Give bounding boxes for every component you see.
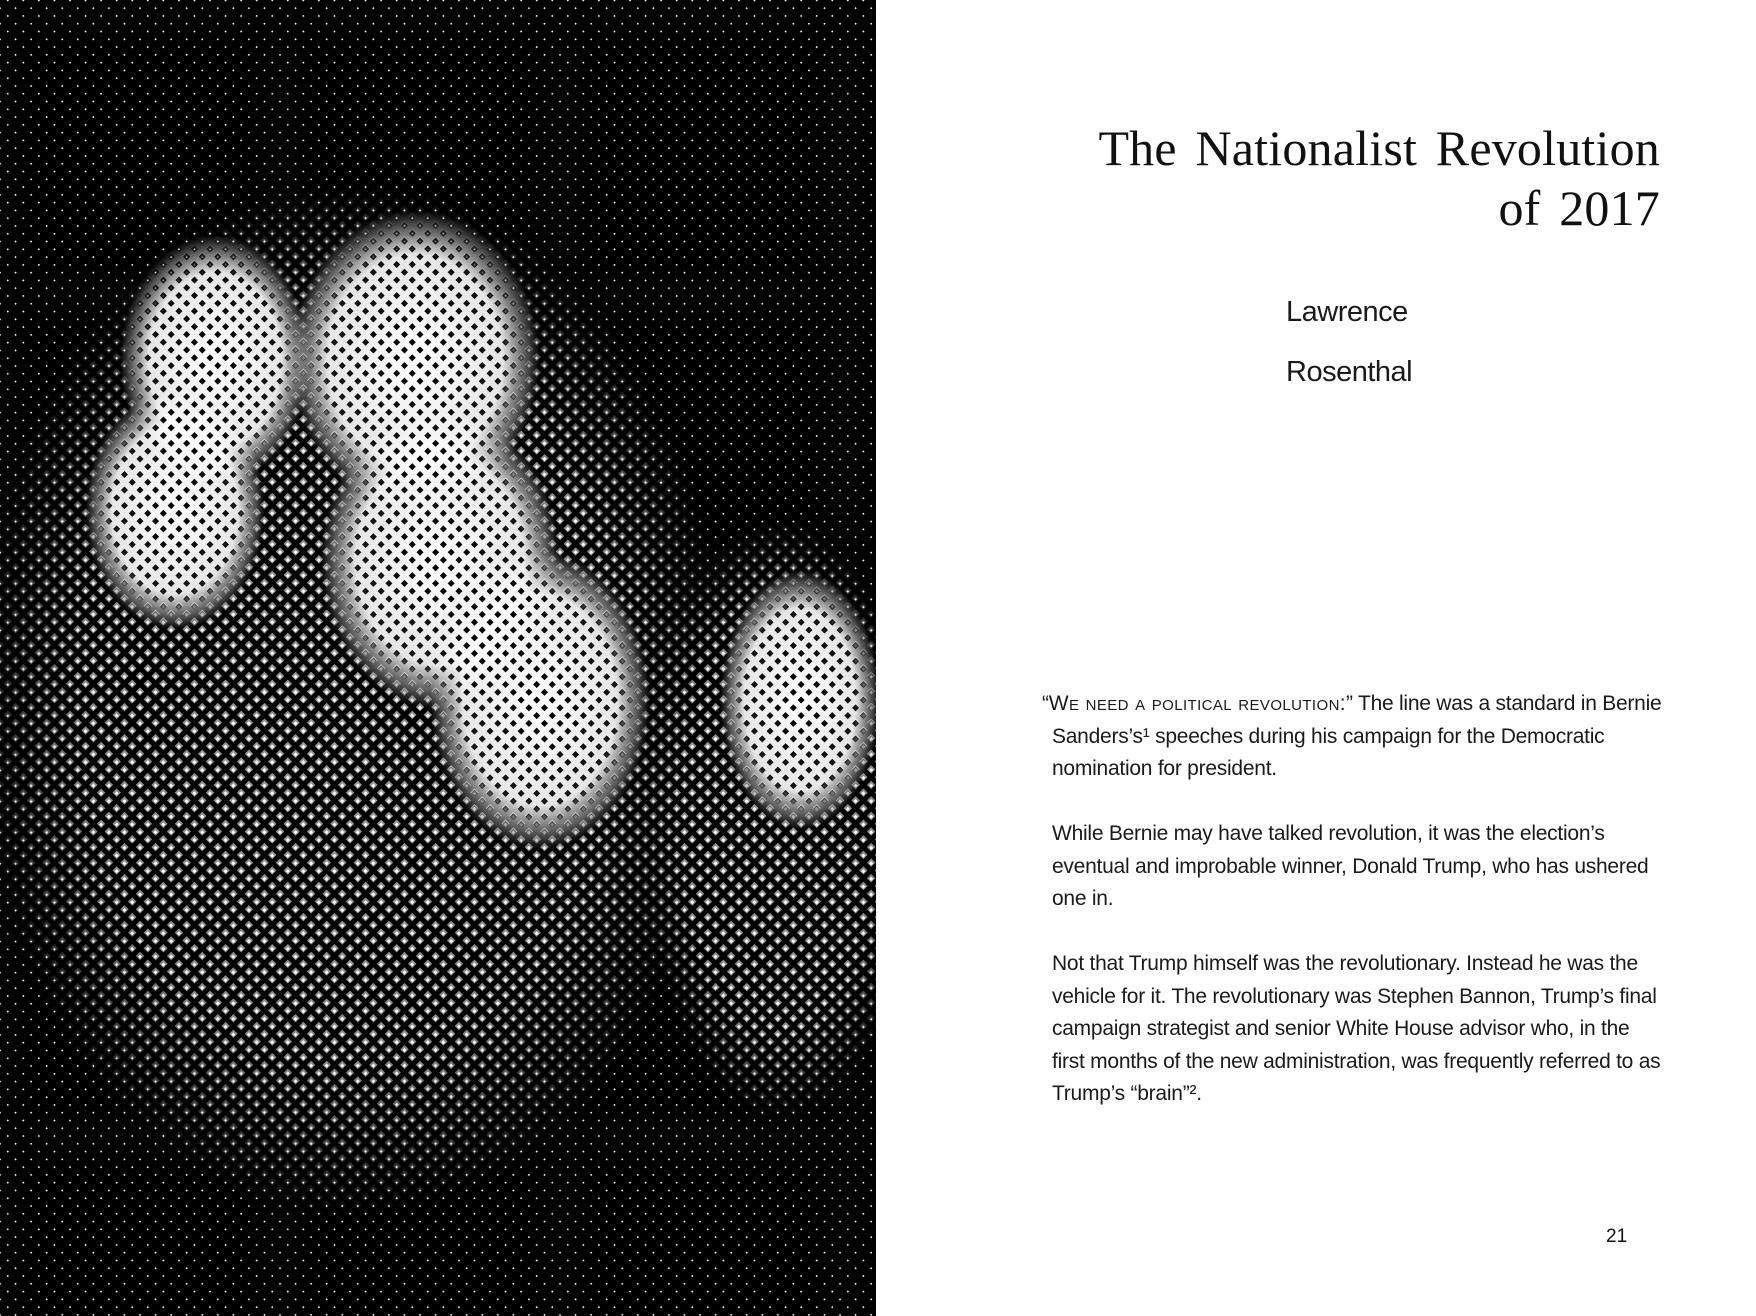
author-first-name: Lawrence (1286, 296, 1408, 328)
halftone-photo (0, 0, 876, 1316)
opening-quote-smallcaps: We need a political revolution: (1048, 692, 1347, 715)
paragraph-1-text: ” The line was a standard in Bernie Sanders’s¹ speeches during his campaign for the Democratic nomination for president. (1052, 692, 1662, 780)
text-page (876, 0, 1756, 1316)
article-title (1020, 118, 1660, 238)
paragraph-2: While Bernie may have talked revolution, it was the election’s eventual and improbable winner, Donald Trump, who has ushered one in. (1052, 822, 1649, 910)
title-line-1: The Nationalist Revolution (1098, 120, 1660, 176)
author-last-name: Rosenthal (1286, 356, 1413, 388)
opening-quote-mark: “ (1042, 692, 1049, 715)
paragraph-1 (1042, 688, 1662, 786)
title-line-2: of 2017 (1498, 180, 1660, 236)
halftone-photo-image (0, 0, 876, 1316)
page-number: 21 (1606, 1226, 1628, 1247)
author-name (1286, 282, 1412, 402)
paragraph-3: Not that Trump himself was the revolutionary. Instead he was the vehicle for it. The revolutionary was Stephen Bannon, Trump’s final campaign strategist and senior White House advisor who, in the first months of the new administration, was frequently referred to as Trump’s “brain”². (1052, 952, 1661, 1105)
article-body (1042, 688, 1662, 1143)
